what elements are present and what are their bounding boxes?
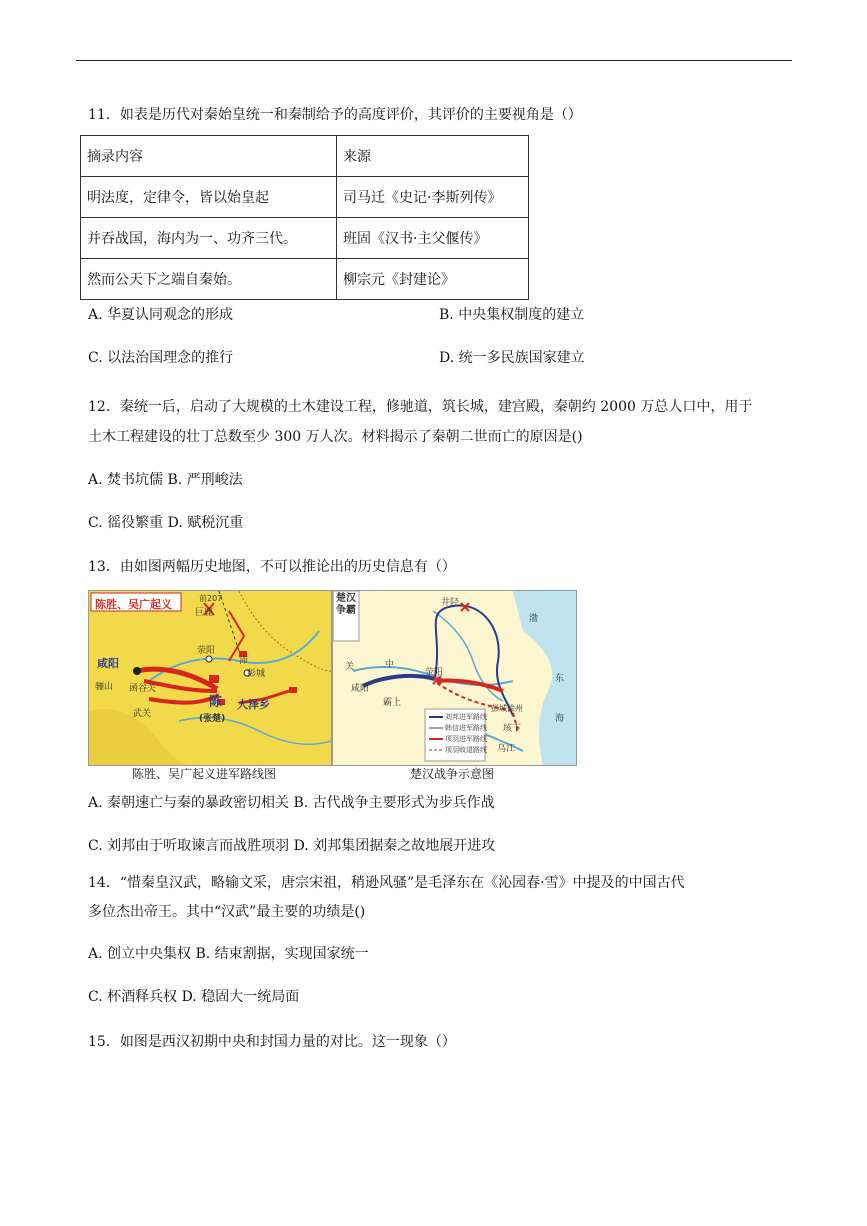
map2-label-pengcheng: 彭城徐州 [491, 704, 523, 713]
map1-label-lishan: 骊山 [95, 682, 114, 692]
table-row [81, 177, 529, 218]
map2-label-guan: 关 [345, 662, 355, 672]
q14-stem-line1: 14．“惜秦皇汉武，略输文采，唐宗宋祖，稍逊风骚”是毛泽东在《沁园春·雪》中提及的中国古代 [88, 875, 685, 891]
map2-label-xianyang: 咸阳 [351, 684, 370, 694]
table-cell-source: 司马迁《史记·李斯列传》 [337, 177, 529, 218]
map1-label-chen: 陈 [209, 695, 223, 710]
q14-options-cd[interactable]: C. 杯酒释兵权 D. 稳固大一统局面 [88, 989, 300, 1005]
map2-label-jingxing: 井陉 [441, 598, 460, 608]
map2-title: 楚汉争霸 [336, 593, 356, 616]
q13-stem: 13．由如图两幅历史地图，不可以推论出的历史信息有（） [88, 559, 456, 575]
table-cell-excerpt: 然而公天下之端自秦始。 [81, 259, 337, 300]
table-cell-excerpt: 明法度，定律令，皆以始皇起 [81, 177, 337, 218]
table-header-row [81, 136, 529, 177]
map2-label-bashang: 霸上 [383, 698, 402, 708]
map1-label-pengcheng: 彭城 [247, 669, 266, 679]
map2-label-xingyang: 荥阳 [425, 668, 444, 678]
map1-caption: 陈胜、吴广起义进军路线图 [132, 767, 277, 781]
q11-option-b[interactable]: B. 中央集权制度的建立 [439, 307, 585, 323]
q13-options-cd[interactable]: C. 刘邦由于听取谏言而战胜项羽 D. 刘邦集团据秦之故地展开进攻 [88, 838, 496, 854]
q11-option-c[interactable]: C. 以法治国理念的推行 [88, 350, 234, 366]
header-rule [76, 60, 792, 61]
map2-legend-xiangyu-advance: 项羽进军路线 [445, 735, 487, 743]
map1-label-zhangchu: (张楚) [199, 714, 226, 724]
table-cell-source: 柳宗元《封建论》 [337, 259, 529, 300]
map-chen-wu-uprising [88, 590, 332, 766]
q13-options-ab[interactable]: A. 秦朝速亡与秦的暴政密切相关 B. 古代战争主要形式为步兵作战 [88, 795, 495, 811]
map-chu-han-war [332, 590, 577, 766]
map1-label-year: 前207 [199, 594, 223, 603]
map1-label-xingyang: 荥阳 [197, 646, 216, 656]
q15-stem: 15．如图是西汉初期中央和封国力量的对比。这一现象（） [88, 1034, 456, 1050]
map2-caption: 楚汉战争示意图 [410, 767, 495, 781]
q12-stem-line2: 土木工程建设的壮丁总数至少 300 万人次。材料揭示了秦朝二世而亡的原因是() [88, 429, 583, 445]
table-row [81, 259, 529, 300]
map2-legend-xiangyu-retreat: 项羽败退路线 [445, 746, 487, 754]
q11-option-a[interactable]: A. 华夏认同观念的形成 [88, 307, 234, 323]
map1-label-pei: 沛 [239, 656, 249, 666]
map2-label-wujiang: 乌江 [497, 744, 516, 754]
map1-label-xianyang: 咸阳 [97, 657, 119, 670]
q12-stem-line1: 12．秦统一后，启动了大规模的土木建设工程，修驰道，筑长城，建宫殿，秦朝约 2000 万总人口中，用于 [88, 399, 753, 415]
map2-label-gaixia: 垓下 [503, 724, 522, 734]
map2-legend-hanxin: 韩信进军路线 [445, 724, 487, 732]
q14-options-ab[interactable]: A. 创立中央集权 B. 结束割据，实现国家统一 [88, 946, 369, 962]
table-cell-excerpt: 并吞战国，海内为一、功齐三代。 [81, 218, 337, 259]
table-header-source: 来源 [337, 136, 529, 177]
map1-label-hanguguan: 函谷关 [129, 684, 157, 694]
table-cell-source: 班固《汉书·主父偃传》 [337, 218, 529, 259]
q12-options-ab[interactable]: A. 焚书坑儒 B. 严刑峻法 [88, 472, 243, 488]
map1-label-dazexiang: 大泽乡 [237, 698, 270, 711]
q11-source-table [80, 135, 529, 300]
q11-option-d[interactable]: D. 统一多民族国家建立 [439, 350, 585, 366]
table-header-excerpt: 摘录内容 [81, 136, 337, 177]
map2-label-dong: 东 [555, 674, 565, 684]
map1-label-julu: 巨鹿 [195, 608, 214, 618]
map1-label-wuguan: 武关 [133, 709, 152, 719]
q12-options-cd[interactable]: C. 徭役繁重 D. 赋税沉重 [88, 515, 244, 531]
map2-label-bo: 渤 [529, 614, 539, 624]
map2-label-hai: 海 [555, 714, 565, 724]
map2-label-zhong: 中 [385, 660, 395, 670]
map1-title: 陈胜、吴广起义 [95, 598, 172, 611]
map2-legend-liubang: 刘邦进军路线 [445, 713, 487, 721]
q11-stem: 11．如表是历代对秦始皇统一和秦制给予的高度评价，其评价的主要视角是（） [88, 107, 582, 123]
table-row [81, 218, 529, 259]
q14-stem-line2: 多位杰出帝王。其中“汉武”最主要的功绩是() [88, 904, 366, 920]
